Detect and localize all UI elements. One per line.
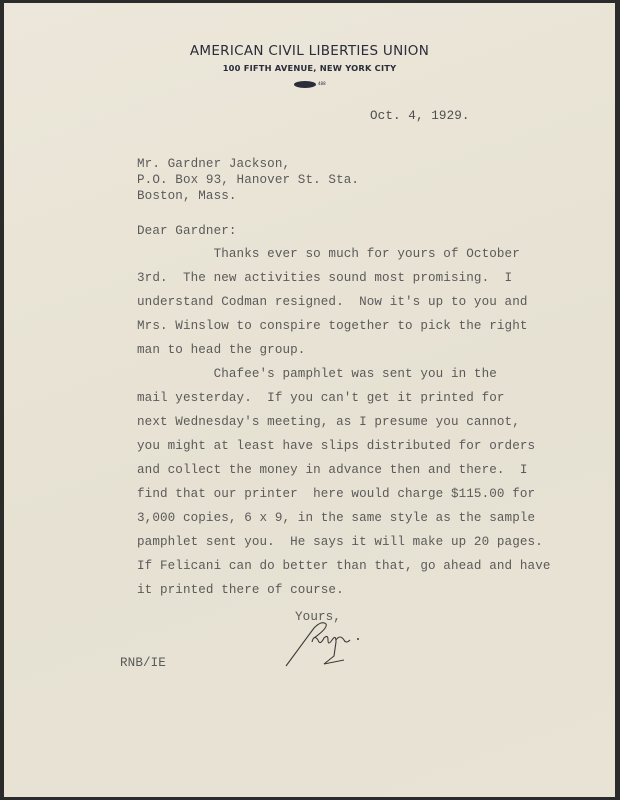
typist-initials: RNB/IE <box>120 656 166 670</box>
closing: Yours, <box>295 610 341 624</box>
body-line: you might at least have slips distributed for orders <box>137 439 536 453</box>
body-line: next Wednesday's meeting, as I presume you cannot, <box>137 415 520 429</box>
body-line: find that our printer here would charge $115.00 for <box>137 487 536 501</box>
body-line: 3,000 copies, 6 x 9, in the same style as the sample <box>137 511 536 525</box>
body-line: pamphlet sent you. He says it will make up 20 pages. <box>137 535 543 549</box>
body-line: Chafee's pamphlet was sent you in the <box>137 367 497 381</box>
body-line: and collect the money in advance then and there. I <box>137 463 528 477</box>
recipient-line: P.O. Box 93, Hanover St. Sta. <box>137 173 360 187</box>
handwritten-signature <box>284 618 374 673</box>
letterhead-address: 100 FIFTH AVENUE, NEW YORK CITY <box>222 63 397 73</box>
body-line: 3rd. The new activities sound most promising. I <box>137 271 513 285</box>
recipient-line: Mr. Gardner Jackson, <box>137 157 291 171</box>
letterhead-organization: AMERICAN CIVIL LIBERTIES UNION <box>189 43 430 59</box>
letter-date: Oct. 4, 1929. <box>370 109 470 123</box>
letter-page <box>4 3 615 797</box>
body-line: understand Codman resigned. Now it's up to you and <box>137 295 528 309</box>
salutation: Dear Gardner: <box>137 224 237 238</box>
body-line: mail yesterday. If you can't get it printed for <box>137 391 505 405</box>
union-label-number: 488 <box>318 81 326 86</box>
union-label-icon <box>294 81 316 88</box>
body-line: man to head the group. <box>137 343 306 357</box>
body-line: If Felicani can do better than that, go ahead and have <box>137 559 551 573</box>
body-line: it printed there of course. <box>137 583 344 597</box>
body-line: Thanks ever so much for yours of October <box>137 247 520 261</box>
recipient-line: Boston, Mass. <box>137 189 237 203</box>
body-line: Mrs. Winslow to conspire together to pick the right <box>137 319 528 333</box>
